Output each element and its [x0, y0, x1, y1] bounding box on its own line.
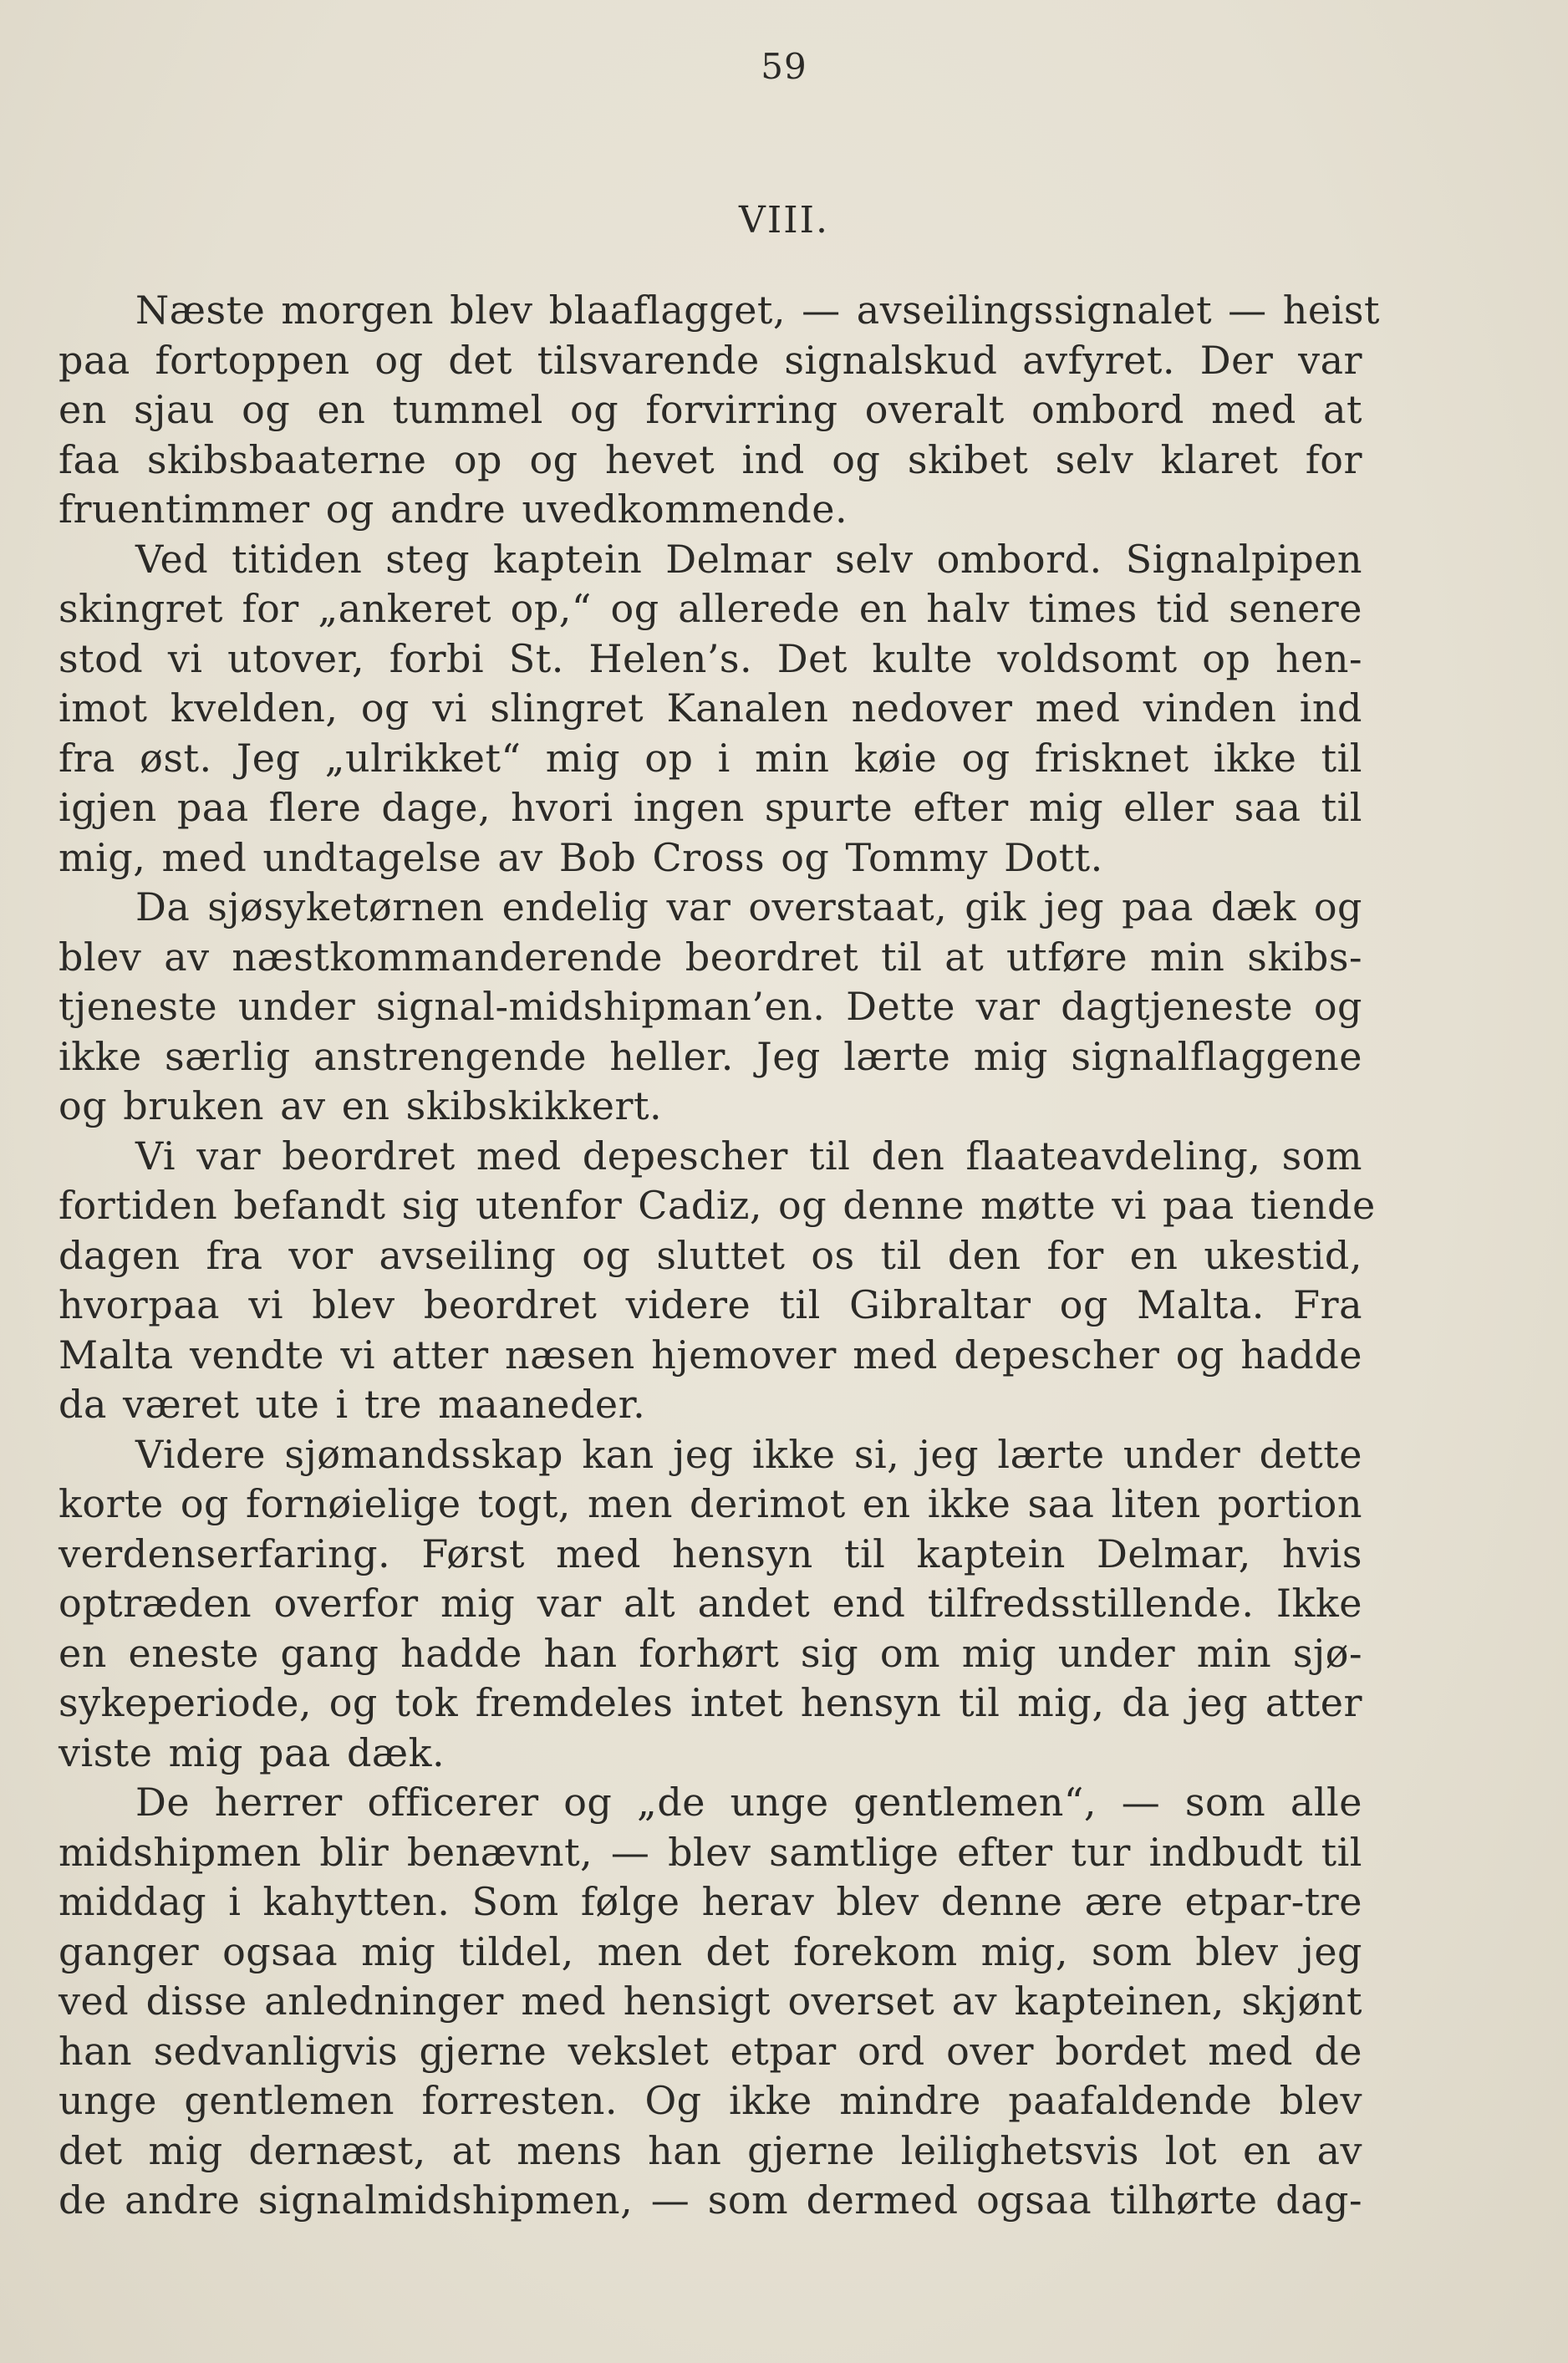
text-line: viste mig paa dæk. — [59, 1729, 445, 1775]
text-line: Næste morgen blev blaaflagget, — avseilingssignalet — heist — [135, 288, 1380, 333]
text-line: imot kvelden, og vi slingret Kanalen nedover med vinden ind — [59, 685, 1362, 731]
text-line: og bruken av en skibskikkert. — [59, 1083, 663, 1128]
page-number: 59 — [761, 46, 807, 87]
text-line: ved disse anledninger med hensigt overset av kapteinen, skjønt — [59, 1979, 1362, 2024]
text-line: Vi var beordret med depescher til den flaateavdeling, som — [135, 1133, 1362, 1179]
text-line: paa fortoppen og det tilsvarende signalskud avfyret. Der var — [59, 337, 1362, 383]
text-line: igjen paa flere dage, hvori ingen spurte efter mig eller saa til — [59, 785, 1362, 830]
text-line: ganger ogsaa mig tildel, men det forekom mig, som blev jeg — [59, 1928, 1362, 1974]
text-line: en sjau og en tummel og forvirring overalt ombord med at — [59, 387, 1362, 432]
text-line: korte og fornøielige togt, men derimot en ikke saa liten portion — [59, 1481, 1362, 1526]
text-line: Ved titiden steg kaptein Delmar selv ombord. Signalpipen — [135, 536, 1362, 582]
text-line: de andre signalmidshipmen, — som dermed ogsaa tilhørte dag- — [59, 2177, 1362, 2223]
text-line: blev av næstkommanderende beordret til at utføre min skibs- — [59, 934, 1362, 980]
body-text — [59, 286, 1380, 2226]
text-line: Da sjøsyketørnen endelig var overstaat, gik jeg paa dæk og — [135, 884, 1362, 929]
text-line: ikke særlig anstrengende heller. Jeg lærte mig signalflaggene — [59, 1033, 1362, 1079]
text-line: det mig dernæst, at mens han gjerne leilighetsvis lot en av — [59, 2127, 1362, 2173]
text-line: dagen fra vor avseiling og sluttet os til den for en ukestid, — [59, 1232, 1362, 1278]
text-line: unge gentlemen forresten. Og ikke mindre paafaldende blev — [59, 2078, 1362, 2123]
text-line: optræden overfor mig var alt andet end tilfredsstillende. Ikke — [59, 1581, 1362, 1626]
text-line: sykeperiode, og tok fremdeles intet hensyn til mig, da jeg atter — [59, 1680, 1362, 1725]
text-line: mig, med undtagelse av Bob Cross og Tommy Dott. — [59, 834, 1103, 880]
text-line: De herrer officerer og „de unge gentlemen“, — som alle — [135, 1780, 1362, 1825]
chapter-heading: VIII. — [739, 199, 829, 242]
text-line: fortiden befandt sig utenfor Cadiz, og denne møtte vi paa tiende — [59, 1183, 1376, 1228]
text-line: skingret for „ankeret op,“ og allerede en halv times tid senere — [59, 586, 1362, 631]
text-line: tjeneste under signal-midshipman’en. Dette var dagtjeneste og — [59, 984, 1362, 1029]
text-line: verdenserfaring. Først med hensyn til kaptein Delmar, hvis — [59, 1530, 1362, 1576]
text-line: han sedvanligvis gjerne vekslet etpar ord over bordet med de — [59, 2028, 1362, 2074]
text-line: stod vi utover, forbi St. Helen’s. Det kulte voldsomt op hen- — [59, 635, 1362, 681]
text-line: middag i kahytten. Som følge herav blev denne ære etpar-tre — [59, 1879, 1362, 1924]
text-line: Videre sjømandsskap kan jeg ikke si, jeg lærte under dette — [135, 1431, 1362, 1477]
text-line: midshipmen blir benævnt, — blev samtlige efter tur indbudt til — [59, 1829, 1362, 1875]
text-line: en eneste gang hadde han forhørt sig om mig under min sjø- — [59, 1630, 1362, 1676]
text-line: hvorpaa vi blev beordret videre til Gibraltar og Malta. Fra — [59, 1282, 1362, 1327]
text-line: Malta vendte vi atter næsen hjemover med depescher og hadde — [59, 1332, 1362, 1378]
text-line: fruentimmer og andre uvedkommende. — [59, 486, 848, 532]
text-line: fra øst. Jeg „ulrikket“ mig op i min køie og frisknet ikke til — [59, 735, 1362, 781]
text-line: da været ute i tre maaneder. — [59, 1382, 646, 1427]
text-line: faa skibsbaaterne op og hevet ind og skibet selv klaret for — [59, 436, 1362, 482]
